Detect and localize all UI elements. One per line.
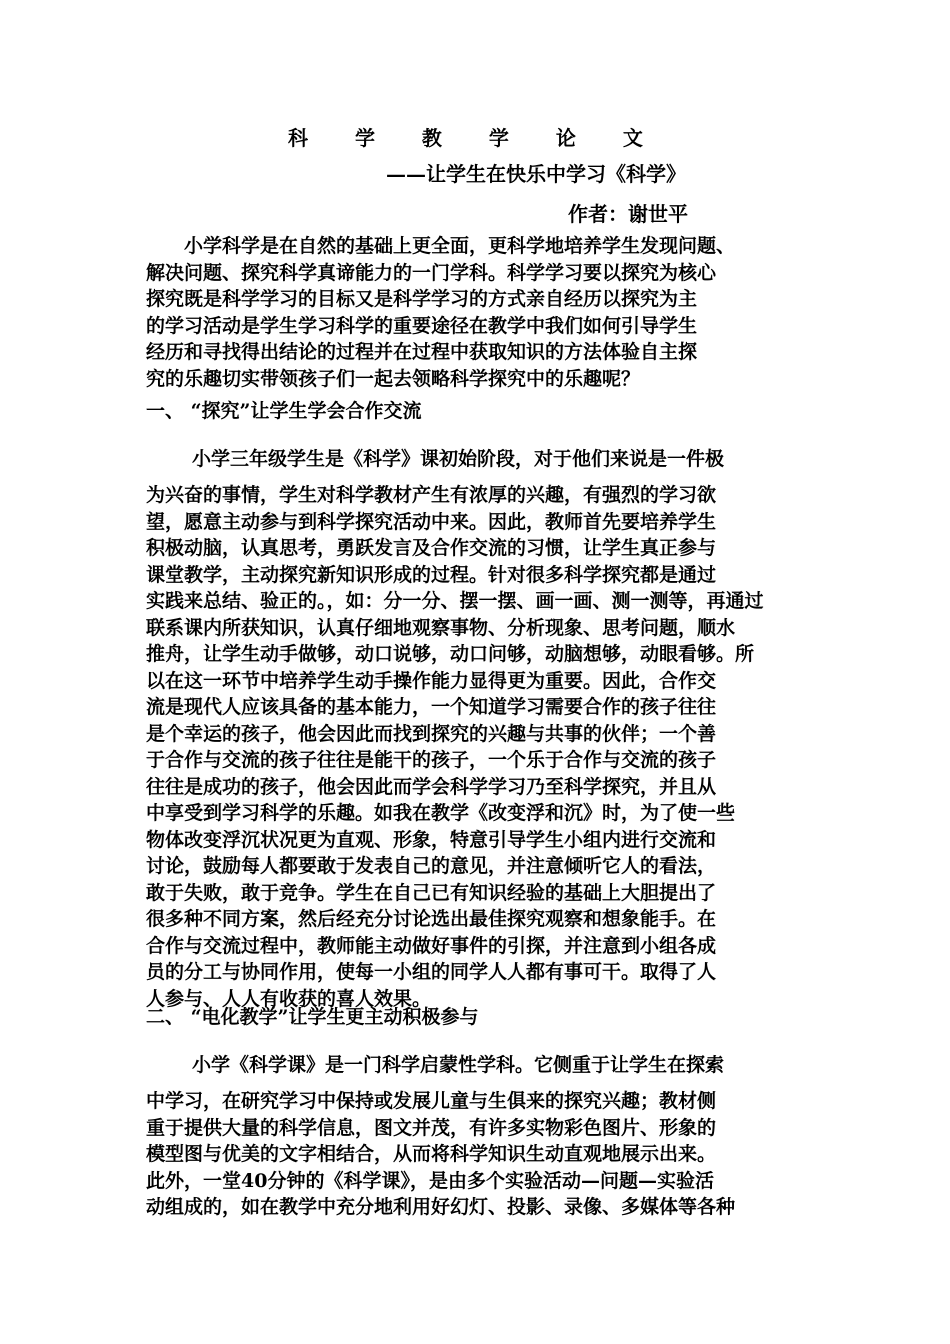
section1-line: 合作与交流过程中，教师能主动做好事件的引探，并注意到小组各成 [146, 934, 717, 957]
section2-line: 此外，一堂40分钟的《科学课》，是由多个实验活动—问题—实验活 [146, 1169, 714, 1192]
section2-line: 模型图与优美的文字相结合，从而将科学知识生动直观地展示出来。 [146, 1143, 717, 1165]
section1-line: 课堂教学，主动探究新知识形成的过程。针对很多科学探究都是通过 [146, 563, 717, 586]
section1-heading: 一、 “探究”让学生学会合作交流 [146, 400, 422, 422]
section1-line: 往往是成功的孩子，他会因此而学会科学学习乃至科学探究，并且从 [146, 775, 717, 798]
document-subtitle: ——让学生在快乐中学习《科学》 [386, 162, 686, 186]
section2-line: 重于提供大量的科学信息，图文并茂，有许多实物彩色图片、形象的 [146, 1116, 717, 1139]
section1-line: 积极动脑，认真思考，勇跃发言及合作交流的习惯，让学生真正参与 [146, 537, 717, 559]
section1-line: 敢于失败，敢于竞争。学生在自己已有知识经验的基础上大胆提出了 [146, 881, 717, 904]
section1-first-line: 小学三年级学生是《科学》课初始阶段，对于他们来说是一件极 [192, 448, 725, 470]
intro-line: 的学习活动是学生学习科学的重要途径在教学中我们如何引导学生 [146, 314, 698, 337]
section1-line: 流是现代人应该具备的基本能力，一个知道学习需要合作的孩子往往 [146, 696, 717, 718]
section2-line: 动组成的，如在教学中充分地利用好幻灯、投影、录像、多媒体等各种 [146, 1196, 736, 1218]
section1-line: 于合作与交流的孩子往往是能干的孩子，一个乐于合作与交流的孩子 [146, 749, 717, 771]
document-title: 科 学 教 学 论 文 [288, 126, 663, 150]
intro-line: 探究既是科学学习的目标又是科学学习的方式亲自经历以探究为主 [146, 288, 698, 310]
intro-paragraph [146, 233, 811, 392]
section1-line: 是个幸运的孩子，他会因此而找到探究的兴趣与共事的伙伴；一个善 [146, 722, 717, 745]
section2-first-line: 小学《科学课》是一门科学启蒙性学科。它侧重于让学生在探索 [192, 1054, 725, 1076]
section1-paragraph [146, 482, 811, 1012]
intro-line: 解决问题、探究科学真谛能力的一门学科。科学学习要以探究为核心 [146, 261, 717, 284]
section2-paragraph [146, 1088, 811, 1221]
section1-line: 望，愿意主动参与到科学探究活动中来。因此，教师首先要培养学生 [146, 510, 717, 533]
section2-heading: 二、 “电化教学”让学生更主动积极参与 [146, 1006, 479, 1028]
section1-line: 中享受到学习科学的乐趣。如我在教学《改变浮和沉》时，为了使一些 [146, 802, 736, 824]
intro-line: 经历和寻找得出结论的过程并在过程中获取知识的方法体验自主探 [146, 341, 698, 363]
section1-line: 实践来总结、验正的。，如：分一分、摆一摆、画一画、测一测等，再通过 [146, 590, 764, 612]
section1-line: 员的分工与协同作用，使每一小组的同学人人都有事可干。取得了人 [146, 961, 717, 983]
section1-line: 很多种不同方案，然后经充分讨论选出最佳探究观察和想象能手。在 [146, 908, 717, 930]
section1-line: 讨论，鼓励每人都要敢于发表自己的意见，并注意倾听它人的看法， [146, 855, 717, 877]
section1-line: 为兴奋的事情，学生对科学教材产生有浓厚的兴趣，有强烈的学习欲 [146, 484, 717, 506]
intro-line: 究的乐趣切实带领孩子们一起去领略科学探究中的乐趣呢？ [146, 367, 641, 390]
document-author: 作者：谢世平 [568, 202, 688, 226]
section1-line: 联系课内所获知识，认真仔细地观察事物、分析现象、思考问题，顺水 [146, 616, 736, 639]
section1-line: 以在这一环节中培养学生动手操作能力显得更为重要。因此，合作交 [146, 669, 717, 692]
section1-line: 人参与、人人有收获的喜人效果。 [146, 987, 432, 1010]
intro-line: 小学科学是在自然的基础上更全面，更科学地培养学生发现问题、 [184, 235, 736, 257]
section1-line: 物体改变浮沉状况更为直观、形象，特意引导学生小组内进行交流和 [146, 828, 717, 851]
section2-line: 中学习，在研究学习中保持或发展儿童与生俱来的探究兴趣；教材侧 [146, 1090, 717, 1112]
section1-line: 推舟，让学生动手做够，动口说够，动口问够，动脑想够，动眼看够。所 [146, 643, 755, 665]
